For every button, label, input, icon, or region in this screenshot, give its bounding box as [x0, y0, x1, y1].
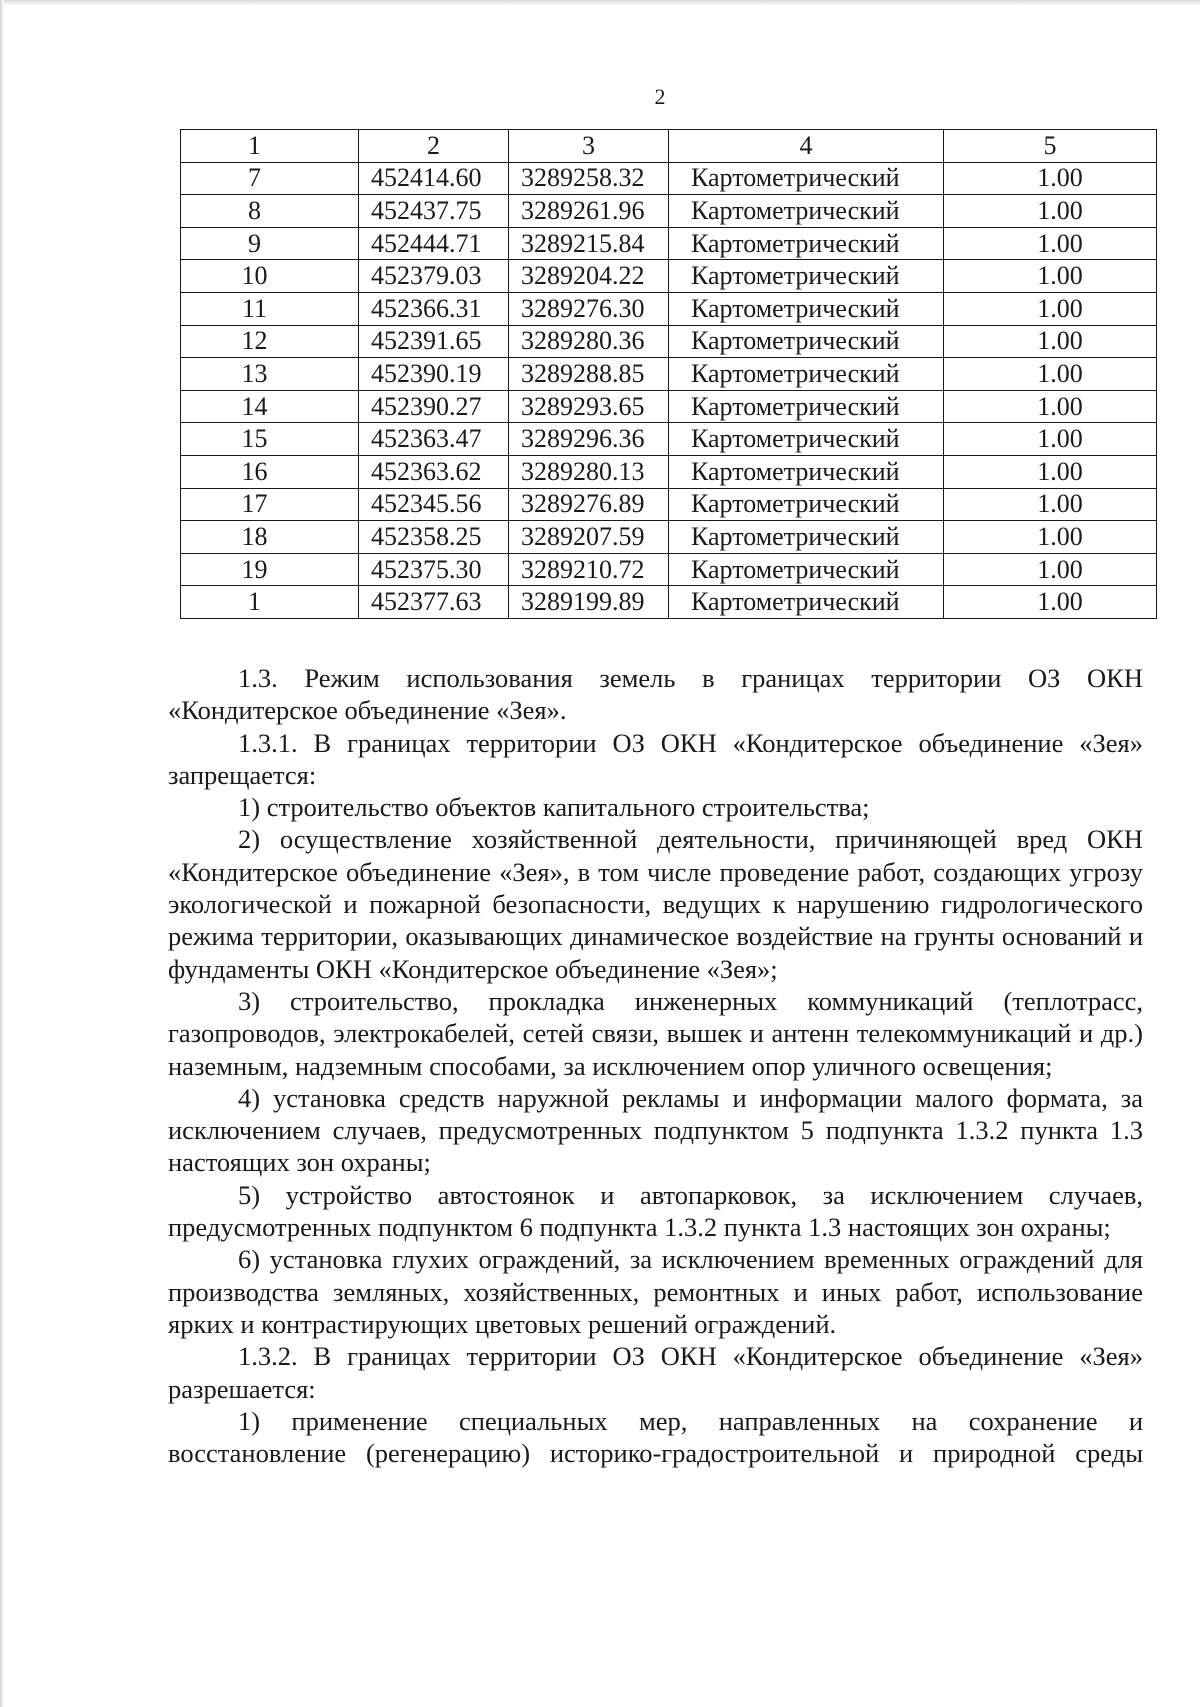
list-item-prohibited-1: 1) строительство объектов капитального строительства;: [238, 792, 870, 823]
y-coordinate-cell: 3289261.96: [509, 195, 669, 228]
point-number-cell: 16: [181, 455, 359, 488]
error-cell: 1.00: [944, 227, 1157, 260]
paragraph-1-3: 1.3. Режим использования земель в границах территории ОЗ ОКН «Кондитерское объединение «Зея».: [168, 663, 1143, 726]
table-row: [181, 521, 1157, 554]
x-coordinate-cell: 452366.31: [359, 292, 509, 325]
y-coordinate-cell: 3289199.89: [509, 586, 669, 619]
error-cell: 1.00: [944, 455, 1157, 488]
method-cell: Картометрический: [669, 586, 944, 619]
y-coordinate-cell: 3289280.36: [509, 325, 669, 358]
header-cell: 3: [509, 130, 669, 163]
x-coordinate-cell: 452363.62: [359, 455, 509, 488]
error-cell: 1.00: [944, 390, 1157, 423]
method-cell: Картометрический: [669, 390, 944, 423]
y-coordinate-cell: 3289204.22: [509, 260, 669, 293]
y-coordinate-cell: 3289276.89: [509, 488, 669, 521]
point-number-cell: 12: [181, 325, 359, 358]
y-coordinate-cell: 3289296.36: [509, 423, 669, 456]
error-cell: 1.00: [944, 488, 1157, 521]
error-cell: 1.00: [944, 358, 1157, 391]
x-coordinate-cell: 452377.63: [359, 586, 509, 619]
y-coordinate-cell: 3289288.85: [509, 358, 669, 391]
point-number-cell: 19: [181, 553, 359, 586]
point-number-cell: 9: [181, 227, 359, 260]
y-coordinate-cell: 3289276.30: [509, 292, 669, 325]
header-cell: 2: [359, 130, 509, 163]
table-row: [181, 390, 1157, 423]
point-number-cell: 1: [181, 586, 359, 619]
coordinates-table-body: [181, 130, 1157, 619]
list-item-prohibited-3: 3) строительство, прокладка инженерных коммуникаций (теплотрасс, газопроводов, электрокабелей, сетей связи, вышек и антенн телекоммуникаций и др.) наземным, надземным способами, за исключением опор уличного освещения;: [168, 985, 1143, 1081]
x-coordinate-cell: 452390.27: [359, 390, 509, 423]
table-row: [181, 586, 1157, 619]
table-row: [181, 162, 1157, 195]
method-cell: Картометрический: [669, 292, 944, 325]
method-cell: Картометрический: [669, 260, 944, 293]
paragraph-1-3-2: 1.3.2. В границах территории ОЗ ОКН «Кондитерское объединение «Зея» разрешается:: [168, 1341, 1143, 1404]
x-coordinate-cell: 452358.25: [359, 521, 509, 554]
point-number-cell: 11: [181, 292, 359, 325]
point-number-cell: 10: [181, 260, 359, 293]
y-coordinate-cell: 3289215.84: [509, 227, 669, 260]
point-number-cell: 14: [181, 390, 359, 423]
header-cell: 4: [669, 130, 944, 163]
list-item-prohibited-5: 5) устройство автостоянок и автопарковок, за исключением случаев, предусмотренных подпунктом 6 подпункта 1.3.2 пункта 1.3 настоящих зон охраны;: [168, 1179, 1143, 1243]
table-row: [181, 260, 1157, 293]
y-coordinate-cell: 3289280.13: [509, 455, 669, 488]
header-cell: 5: [944, 130, 1157, 163]
method-cell: Картометрический: [669, 325, 944, 358]
point-number-cell: 15: [181, 423, 359, 456]
error-cell: 1.00: [944, 162, 1157, 195]
error-cell: 1.00: [944, 423, 1157, 456]
method-cell: Картометрический: [669, 455, 944, 488]
y-coordinate-cell: 3289207.59: [509, 521, 669, 554]
y-coordinate-cell: 3289258.32: [509, 162, 669, 195]
method-cell: Картометрический: [669, 521, 944, 554]
scan-edge-left: [0, 0, 4, 1707]
x-coordinate-cell: 452345.56: [359, 488, 509, 521]
x-coordinate-cell: 452391.65: [359, 325, 509, 358]
list-item-prohibited-4: 4) установка средств наружной рекламы и информации малого формата, за исключением случаев, предусмотренных подпунктом 5 подпункта 1.3.2 пункта 1.3 настоящих зон охраны;: [168, 1082, 1143, 1178]
method-cell: Картометрический: [669, 553, 944, 586]
table-row: [181, 423, 1157, 456]
x-coordinate-cell: 452379.03: [359, 260, 509, 293]
x-coordinate-cell: 452375.30: [359, 553, 509, 586]
x-coordinate-cell: 452390.19: [359, 358, 509, 391]
method-cell: Картометрический: [669, 195, 944, 228]
page-number: 2: [654, 84, 666, 109]
x-coordinate-cell: 452414.60: [359, 162, 509, 195]
document-body: [168, 662, 1143, 1469]
paragraph-1-3-1: 1.3.1. В границах территории ОЗ ОКН «Кондитерское объединение «Зея» запрещается:: [168, 727, 1143, 790]
table-row: [181, 488, 1157, 521]
error-cell: 1.00: [944, 292, 1157, 325]
method-cell: Картометрический: [669, 358, 944, 391]
x-coordinate-cell: 452444.71: [359, 227, 509, 260]
error-cell: 1.00: [944, 521, 1157, 554]
error-cell: 1.00: [944, 586, 1157, 619]
point-number-cell: 18: [181, 521, 359, 554]
error-cell: 1.00: [944, 195, 1157, 228]
point-number-cell: 13: [181, 358, 359, 391]
error-cell: 1.00: [944, 325, 1157, 358]
error-cell: 1.00: [944, 260, 1157, 293]
table-row: [181, 227, 1157, 260]
point-number-cell: 17: [181, 488, 359, 521]
table-header-row: [181, 130, 1157, 163]
table-row: [181, 325, 1157, 358]
table-row: [181, 553, 1157, 586]
point-number-cell: 7: [181, 162, 359, 195]
scan-edge-top: [0, 0, 1200, 6]
table-row: [181, 455, 1157, 488]
method-cell: Картометрический: [669, 423, 944, 456]
y-coordinate-cell: 3289210.72: [509, 553, 669, 586]
table-row: [181, 358, 1157, 391]
table-row: [181, 195, 1157, 228]
y-coordinate-cell: 3289293.65: [509, 390, 669, 423]
method-cell: Картометрический: [669, 162, 944, 195]
method-cell: Картометрический: [669, 227, 944, 260]
list-item-prohibited-6: 6) установка глухих ограждений, за исключением временных ограждений для производства земляных, хозяйственных, ремонтных и иных работ, использование ярких и контрастирующих цветовых решений ограждений.: [168, 1244, 1143, 1339]
table-row: [181, 292, 1157, 325]
method-cell: Картометрический: [669, 488, 944, 521]
x-coordinate-cell: 452437.75: [359, 195, 509, 228]
error-cell: 1.00: [944, 553, 1157, 586]
list-item-permitted-1: 1) применение специальных мер, направленных на сохранение и восстановление (регенерацию) историко-градостроительной и природной среды: [168, 1405, 1143, 1469]
x-coordinate-cell: 452363.47: [359, 423, 509, 456]
header-cell: 1: [181, 130, 359, 163]
point-number-cell: 8: [181, 195, 359, 228]
coordinates-table: [180, 129, 1157, 619]
list-item-prohibited-2: 2) осуществление хозяйственной деятельности, причиняющей вред ОКН «Кондитерское объединение «Зея», в том числе проведение работ, создающих угрозу экологической и пожарной безопасности, ведущих к нарушению гидрологического режима территории, оказывающих динамическое воздействие на грунты оснований и фундаменты ОКН «Кондитерское объединение «Зея»;: [168, 824, 1143, 984]
